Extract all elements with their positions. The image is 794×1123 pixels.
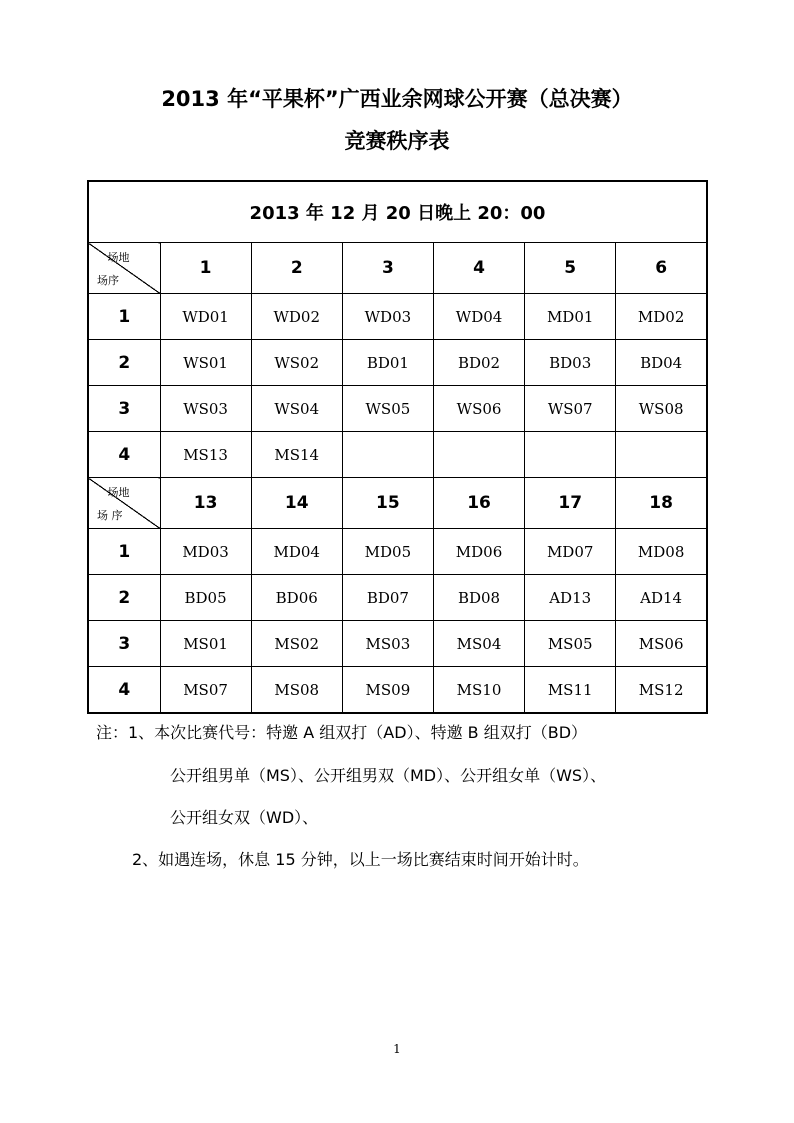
match-code-cell: MS02 [251, 621, 342, 667]
match-code-cell [525, 432, 616, 478]
court-number: 6 [616, 243, 707, 294]
table-row [88, 529, 707, 575]
court-number: 16 [433, 478, 524, 529]
court-number: 14 [251, 478, 342, 529]
match-code-cell: MD04 [251, 529, 342, 575]
sequence-number: 3 [88, 386, 160, 432]
match-code-cell: WS07 [525, 386, 616, 432]
corner-header-cell [88, 243, 160, 294]
match-code-cell: BD02 [433, 340, 524, 386]
corner-header-cell [88, 478, 160, 529]
match-code-cell: WS02 [251, 340, 342, 386]
match-code-cell: MD05 [342, 529, 433, 575]
corner-label-court: 场地 [107, 486, 130, 499]
court-number: 18 [616, 478, 707, 529]
court-number: 13 [160, 478, 251, 529]
court-number: 1 [160, 243, 251, 294]
match-code-cell: MD07 [525, 529, 616, 575]
table-row [88, 432, 707, 478]
court-number: 15 [342, 478, 433, 529]
match-code-cell [616, 432, 707, 478]
match-code-cell: BD04 [616, 340, 707, 386]
match-code-cell: BD03 [525, 340, 616, 386]
match-code-cell: MS14 [251, 432, 342, 478]
match-code-cell: MS08 [251, 667, 342, 714]
match-code-cell: BD07 [342, 575, 433, 621]
match-code-cell: WD04 [433, 294, 524, 340]
table-row [88, 621, 707, 667]
match-code-cell: MD06 [433, 529, 524, 575]
sequence-number: 1 [88, 529, 160, 575]
match-code-cell: WS05 [342, 386, 433, 432]
match-code-cell: BD08 [433, 575, 524, 621]
court-number: 2 [251, 243, 342, 294]
match-code-cell: BD05 [160, 575, 251, 621]
match-code-cell: WS03 [160, 386, 251, 432]
sequence-number: 2 [88, 340, 160, 386]
match-code-cell: WD01 [160, 294, 251, 340]
table-row [88, 667, 707, 714]
match-code-cell: WS08 [616, 386, 707, 432]
match-code-cell: MS05 [525, 621, 616, 667]
match-code-cell: MS13 [160, 432, 251, 478]
court-number: 17 [525, 478, 616, 529]
page-number: 1 [393, 1042, 401, 1056]
match-code-cell: WS04 [251, 386, 342, 432]
match-code-cell: WD02 [251, 294, 342, 340]
match-code-cell: WS01 [160, 340, 251, 386]
match-code-cell: MD08 [616, 529, 707, 575]
schedule-table [87, 180, 708, 714]
sequence-number: 2 [88, 575, 160, 621]
match-code-cell [342, 432, 433, 478]
sequence-number: 3 [88, 621, 160, 667]
match-code-cell: MS10 [433, 667, 524, 714]
court-header-row [88, 478, 707, 529]
note-line-4: 2、如遇连场，休息 15 分钟，以上一场比赛结束时间开始计时。 [132, 850, 589, 869]
sequence-number: 1 [88, 294, 160, 340]
document-subtitle: 竞赛秩序表 [344, 129, 450, 153]
match-code-cell: MS03 [342, 621, 433, 667]
match-code-cell: MD01 [525, 294, 616, 340]
sequence-number: 4 [88, 667, 160, 714]
court-number: 3 [342, 243, 433, 294]
corner-label-sequence: 场序 [97, 274, 119, 287]
match-code-cell: MD03 [160, 529, 251, 575]
document-title: 2013 年“平果杯”广西业余网球公开赛（总决赛） [161, 87, 633, 111]
match-code-cell: BD06 [251, 575, 342, 621]
table-row [88, 294, 707, 340]
note-line-2: 公开组男单（MS）、公开组男双（MD）、公开组女单（WS）、 [170, 766, 607, 785]
corner-label-court: 场地 [107, 251, 130, 264]
court-number: 5 [525, 243, 616, 294]
match-code-cell: WD03 [342, 294, 433, 340]
note-line-3: 公开组女双（WD）、 [170, 808, 319, 827]
match-code-cell: WS06 [433, 386, 524, 432]
match-code-cell: MS11 [525, 667, 616, 714]
court-number: 4 [433, 243, 524, 294]
table-row [88, 386, 707, 432]
match-code-cell: MS04 [433, 621, 524, 667]
match-code-cell: AD13 [525, 575, 616, 621]
corner-label-sequence: 场 序 [97, 509, 123, 522]
note-line-1: 注：1、本次比赛代号：特邀 A 组双打（AD）、特邀 B 组双打（BD） [96, 723, 588, 742]
sequence-number: 4 [88, 432, 160, 478]
match-code-cell: MS07 [160, 667, 251, 714]
table-row [88, 340, 707, 386]
match-code-cell: MS09 [342, 667, 433, 714]
match-code-cell: MS12 [616, 667, 707, 714]
match-code-cell: MS06 [616, 621, 707, 667]
match-code-cell: BD01 [342, 340, 433, 386]
schedule-date: 2013 年 12 月 20 日晚上 20：00 [88, 181, 707, 243]
match-code-cell: AD14 [616, 575, 707, 621]
table-row [88, 575, 707, 621]
court-header-row [88, 243, 707, 294]
match-code-cell: MD02 [616, 294, 707, 340]
match-code-cell [433, 432, 524, 478]
match-code-cell: MS01 [160, 621, 251, 667]
